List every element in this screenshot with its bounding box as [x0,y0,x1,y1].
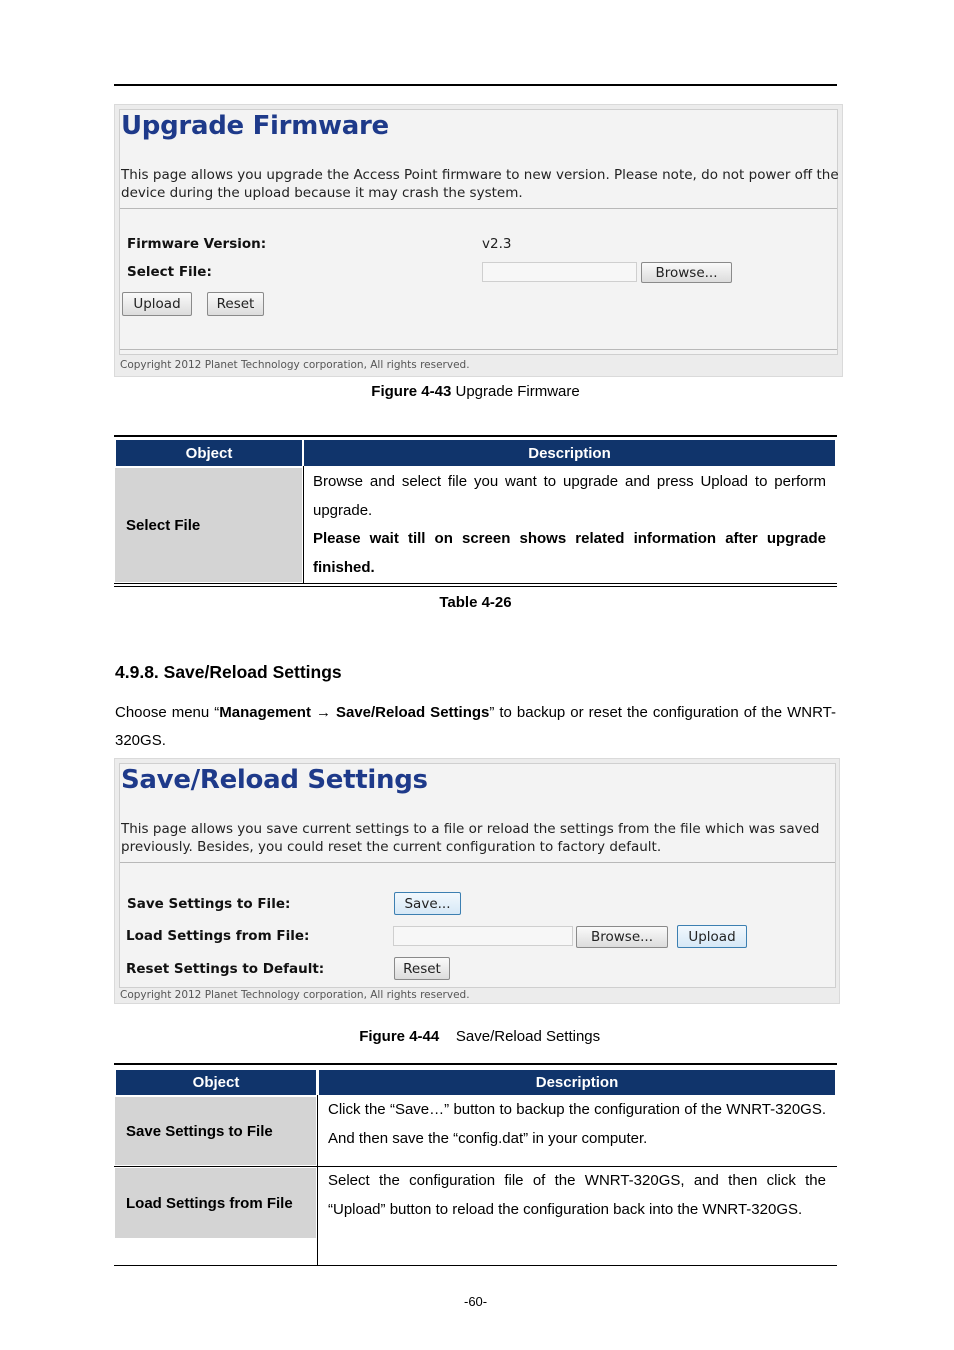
table-27-top-rule [114,1063,837,1065]
page-number: -60- [464,1294,488,1309]
table-26-description-select-file [313,468,826,582]
load-file-input[interactable] [393,926,573,946]
table-27-description-load: Select the configuration file of the WNRT-320GS, and then click the “Upload” button to reload the configuration back into the WNRT-320GS. [328,1172,826,1218]
browse-button[interactable]: Browse... [576,926,668,948]
upgrade-firmware-desc-2: device during the upload because it may crash the system. [121,185,523,201]
intro-text-end: ” to backup or reset the configuration of the WNRT-320GS. [115,704,836,749]
table-27-header-description: Description [319,1070,835,1095]
figure-4-43-caption [114,383,837,400]
upgrade-firmware-footer-divider [120,349,837,350]
intro-text-start: Choose menu “ [115,704,220,721]
upload-button[interactable]: Upload [122,292,192,316]
section-heading: 4.9.8. Save/Reload Settings [115,662,342,682]
select-file-label: Select File: [127,264,212,280]
upgrade-firmware-desc-1: This page allows you upgrade the Access Point firmware to new version. Please note, do not power off the [121,167,839,183]
table-26-top-rule [114,435,837,437]
reset-button[interactable]: Reset [394,957,450,980]
section-intro [115,699,836,755]
reset-button[interactable]: Reset [207,292,264,316]
firmware-version-label: Firmware Version: [127,236,267,252]
figure-4-44-number: Figure 4-44 [359,1028,440,1045]
save-reload-desc-1: This page allows you save current settings to a file or reload the settings from the file which was saved [121,821,820,837]
table-27-header-object: Object [116,1070,316,1095]
save-button[interactable]: Save... [394,892,461,915]
select-file-input[interactable] [482,262,637,282]
table-26-bottom-rule-1 [114,583,837,584]
table-26-description-text: Browse and select file you want to upgrade and press Upload to perform upgrade. [313,473,826,519]
firmware-version-value: v2.3 [482,236,512,252]
figure-4-43-number: Figure 4-43 [371,383,452,400]
table-27-column-divider [317,1095,318,1266]
table-27-bottom-rule [114,1265,837,1266]
table-26-header-description: Description [304,440,835,466]
table-27-object-save: Save Settings to File [115,1097,316,1165]
load-settings-label: Load Settings from File: [126,928,310,944]
intro-arrow-icon: → [310,704,336,721]
save-reload-panel [119,763,836,988]
browse-button[interactable]: Browse... [641,262,732,283]
upgrade-firmware-copyright: Copyright 2012 Planet Technology corporation, All rights reserved. [120,359,470,371]
reset-settings-label: Reset Settings to Default: [126,961,325,977]
table-26-bottom-rule-2 [114,586,837,587]
table-26-description-note: Please wait till on screen shows related information after upgrade finished. [313,530,826,576]
figure-4-44-caption [114,1011,837,1045]
save-reload-desc-2: previously. Besides, you could reset the current configuration to factory default. [121,839,662,855]
header-rule [114,84,837,86]
intro-menu-item: Save/Reload Settings [335,704,490,721]
figure-4-43-text: Upgrade Firmware [451,383,580,400]
table-26-caption: Table 4-26 [439,594,512,611]
save-reload-copyright: Copyright 2012 Planet Technology corporation, All rights reserved. [120,989,470,1001]
upgrade-firmware-screenshot [114,104,843,377]
intro-menu-management: Management [219,704,311,721]
table-26-object-select-file: Select File [115,468,302,582]
upgrade-firmware-title: Upgrade Firmware [121,111,389,141]
table-26-header-object: Object [116,440,302,466]
table-27-description-save: Click the “Save…” button to backup the configuration of the WNRT-320GS. And then save the “config.dat” in your computer. [328,1101,826,1147]
save-reload-title: Save/Reload Settings [121,765,428,795]
figure-4-44-text: Save/Reload Settings [439,1028,601,1045]
table-26-column-divider [303,466,304,584]
table-27-object-load: Load Settings from File [115,1168,316,1238]
save-settings-label: Save Settings to File: [127,896,291,912]
upgrade-firmware-divider [120,208,837,209]
upgrade-firmware-panel [119,109,838,355]
save-reload-screenshot [114,758,840,1004]
upload-button[interactable]: Upload [677,925,747,948]
save-reload-divider [120,862,835,863]
